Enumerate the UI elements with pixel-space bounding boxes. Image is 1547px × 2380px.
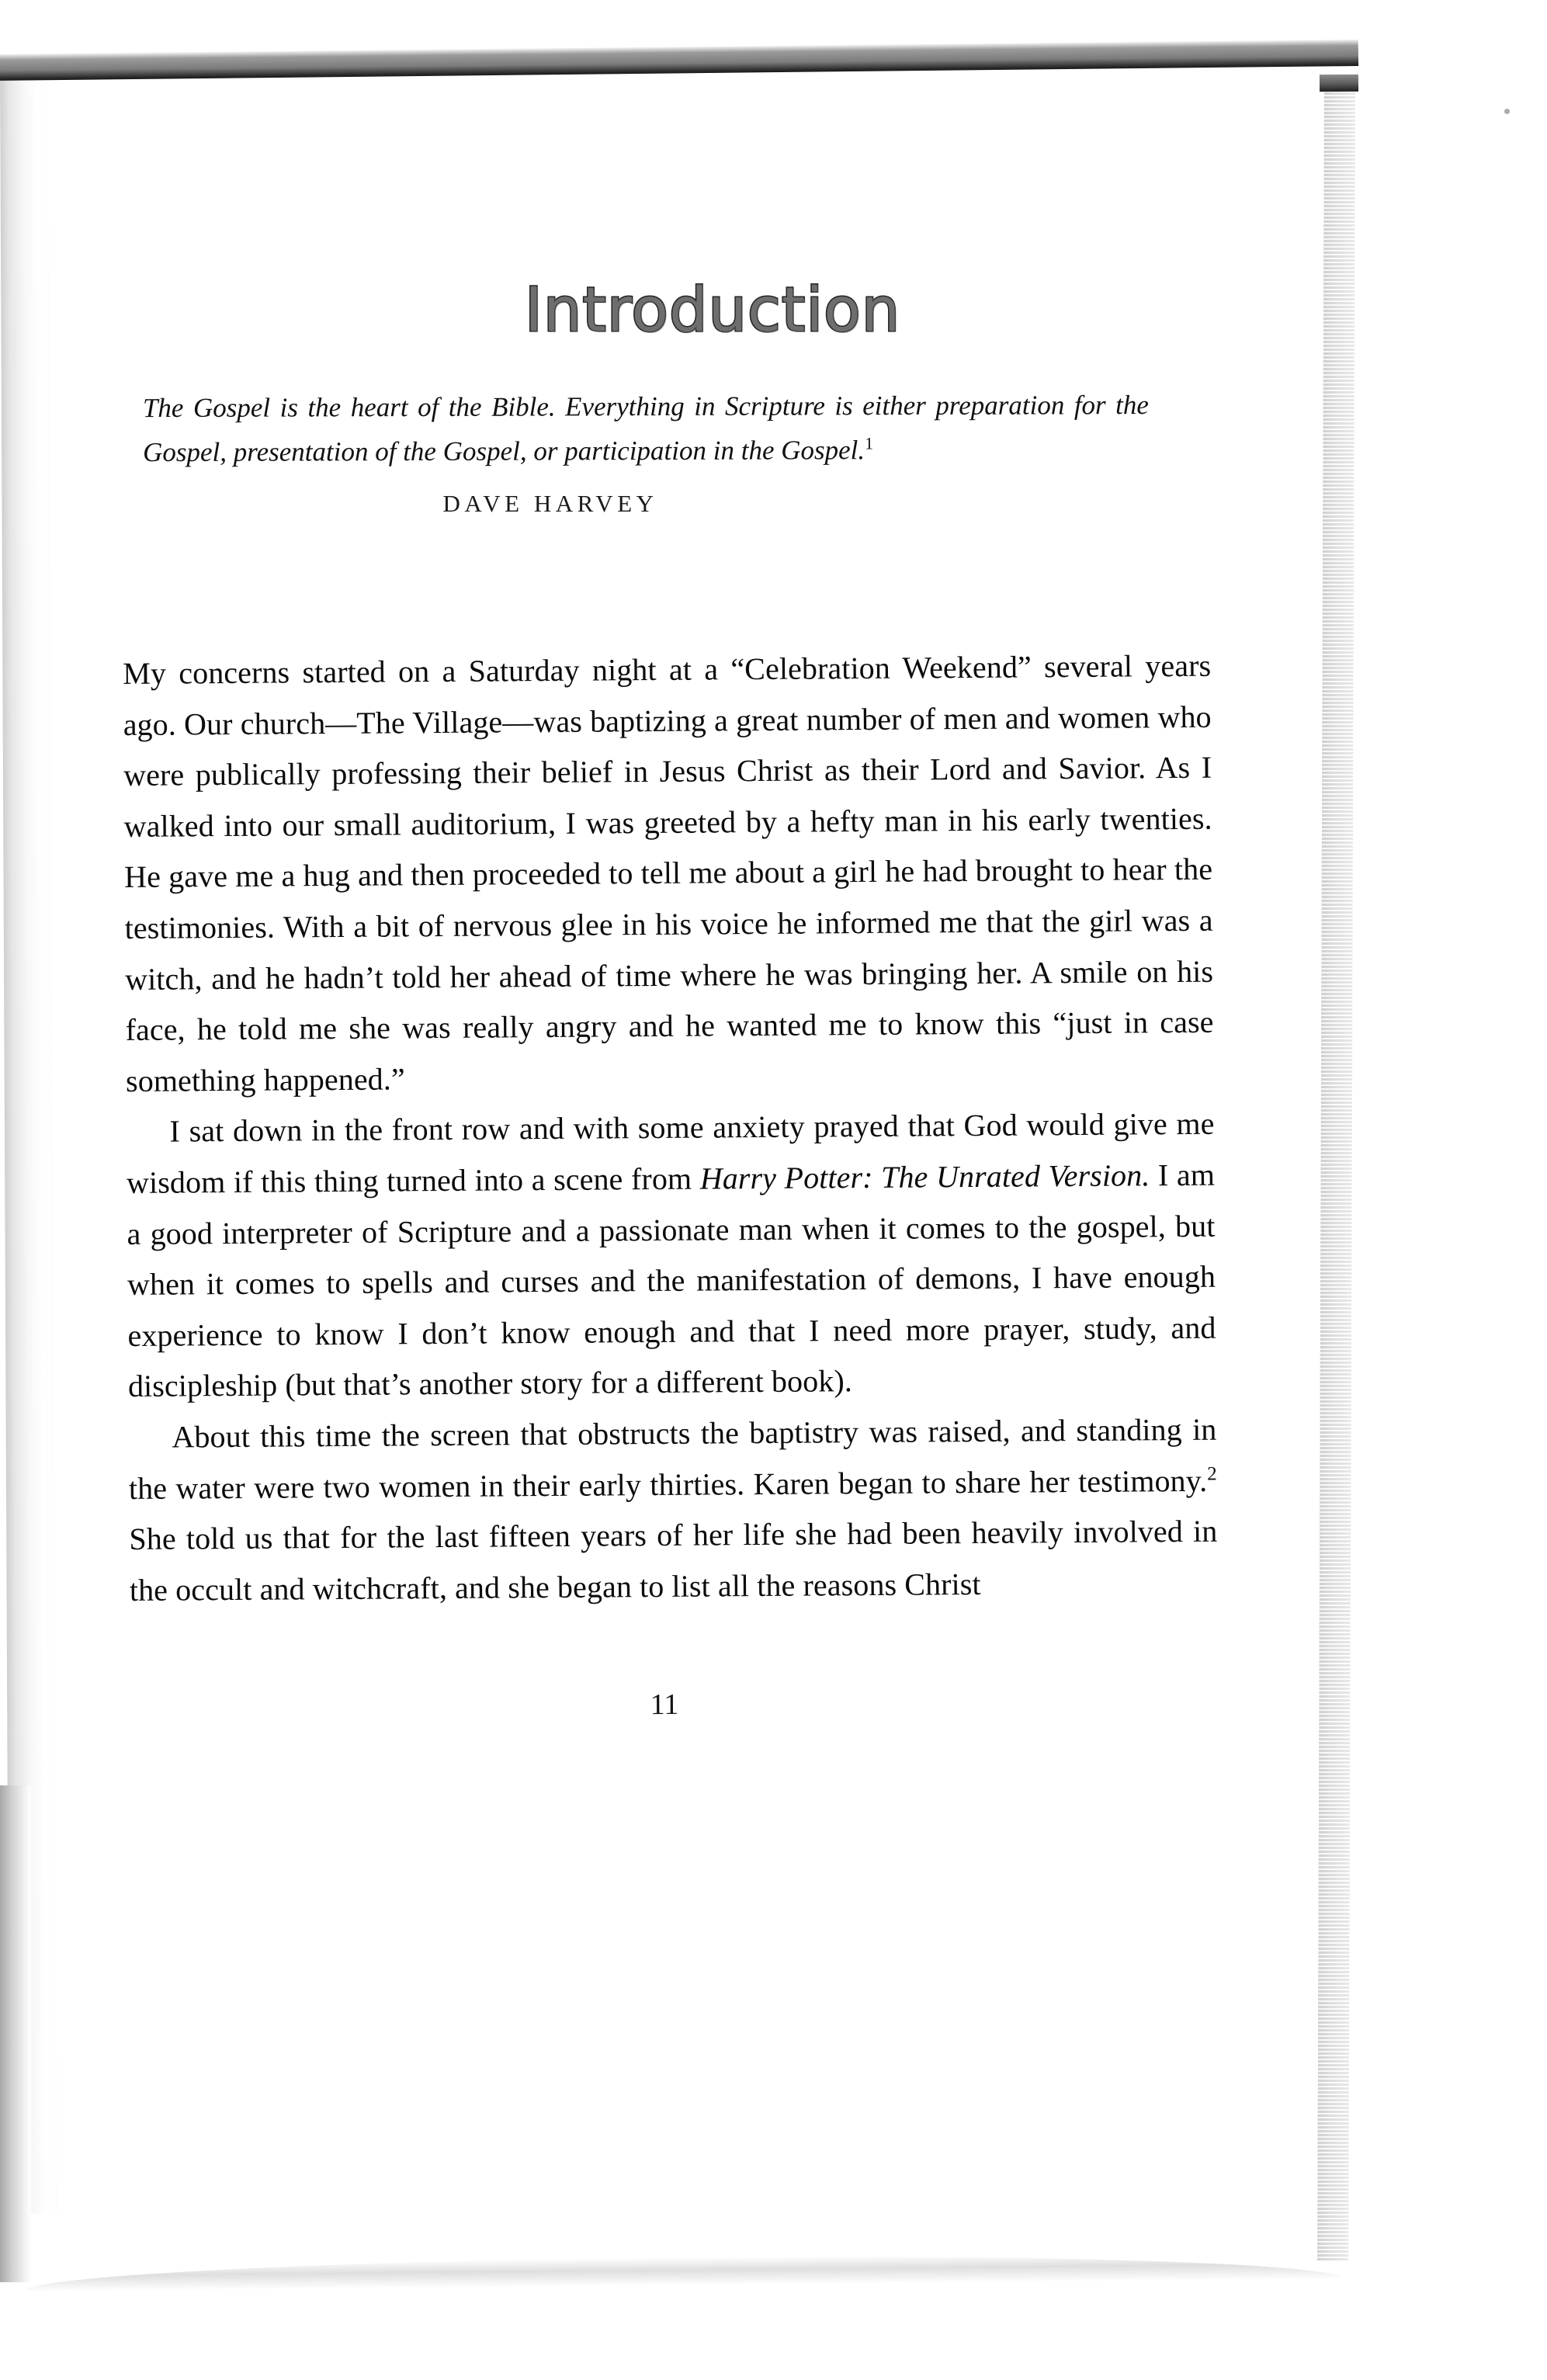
body-paragraph-2-text-a: I sat down in the front row and with some anxiety prayed that God would give me wisdom if this thing turned into a scene from bbox=[126, 1106, 1215, 1201]
body-text-block bbox=[123, 640, 1218, 1616]
epigraph-quote bbox=[123, 383, 1211, 475]
epigraph-footnote-marker: 1 bbox=[865, 433, 874, 453]
page-top-edge-band bbox=[0, 40, 1358, 81]
body-paragraph-1-text: My concerns started on a Saturday night at a “Celebration Weekend” several years ago. Our church—The Village—was baptizing a great number of men and women who were publically professing their belief in Jesus Christ as their Lord and Savior. As I walked into our small auditorium, I was greeted by a hefty man in his early twenties. He gave me a hug and then proceeded to tell me about a girl he had brought to hear the testimonies. With a bit of nervous glee in his voice he informed me that the girl was a witch, and he hadn’t told her ahead of time where he was bringing her. A smile on his face, he told me she was really angry and he wanted me to know this “just in case something happened.” bbox=[123, 647, 1214, 1098]
page-number: 11 bbox=[650, 1688, 679, 1721]
body-paragraph-3 bbox=[128, 1404, 1218, 1616]
page-title: Introduction bbox=[524, 276, 901, 345]
book-title-italic: Harry Potter: The Unrated Version. bbox=[699, 1157, 1150, 1196]
body-footnote-marker-2: 2 bbox=[1207, 1463, 1217, 1485]
body-paragraph-2 bbox=[126, 1098, 1216, 1412]
epigraph-attribution: DAVE HARVEY bbox=[442, 490, 658, 518]
page-fore-edge-right bbox=[1317, 87, 1355, 2260]
epigraph-text: The Gospel is the heart of the Bible. Everything in Scripture is either preparation for the Gospel, presentation of the Gospel, or participation in the Gospel. bbox=[142, 389, 1149, 467]
body-paragraph-1 bbox=[123, 640, 1214, 1107]
body-paragraph-2-text-b: I am a good interpreter of Scripture and a passionate man when it comes to the gospel, but when it comes to spells and curses and the manifestation of demons, I have enough experience to know I don’t know enough and that I need more prayer, study, and discipleship (but that’s another story for a different book). bbox=[127, 1157, 1216, 1404]
page-gutter-shadow-left bbox=[0, 1785, 31, 2282]
scan-dust-speck bbox=[1504, 109, 1510, 114]
body-paragraph-3-text-b: She told us that for the last fifteen years of her life she had been heavily involved in the occult and witchcraft, and she began to list all the reasons Christ bbox=[129, 1514, 1218, 1608]
body-paragraph-3-text-a: About this time the screen that obstructs the baptistry was raised, and standing in the water were two women in their early thirties. Karen began to share her testimony. bbox=[128, 1411, 1217, 1506]
page-content bbox=[123, 276, 1218, 1722]
page-top-right-corner-shadow bbox=[1320, 75, 1358, 92]
